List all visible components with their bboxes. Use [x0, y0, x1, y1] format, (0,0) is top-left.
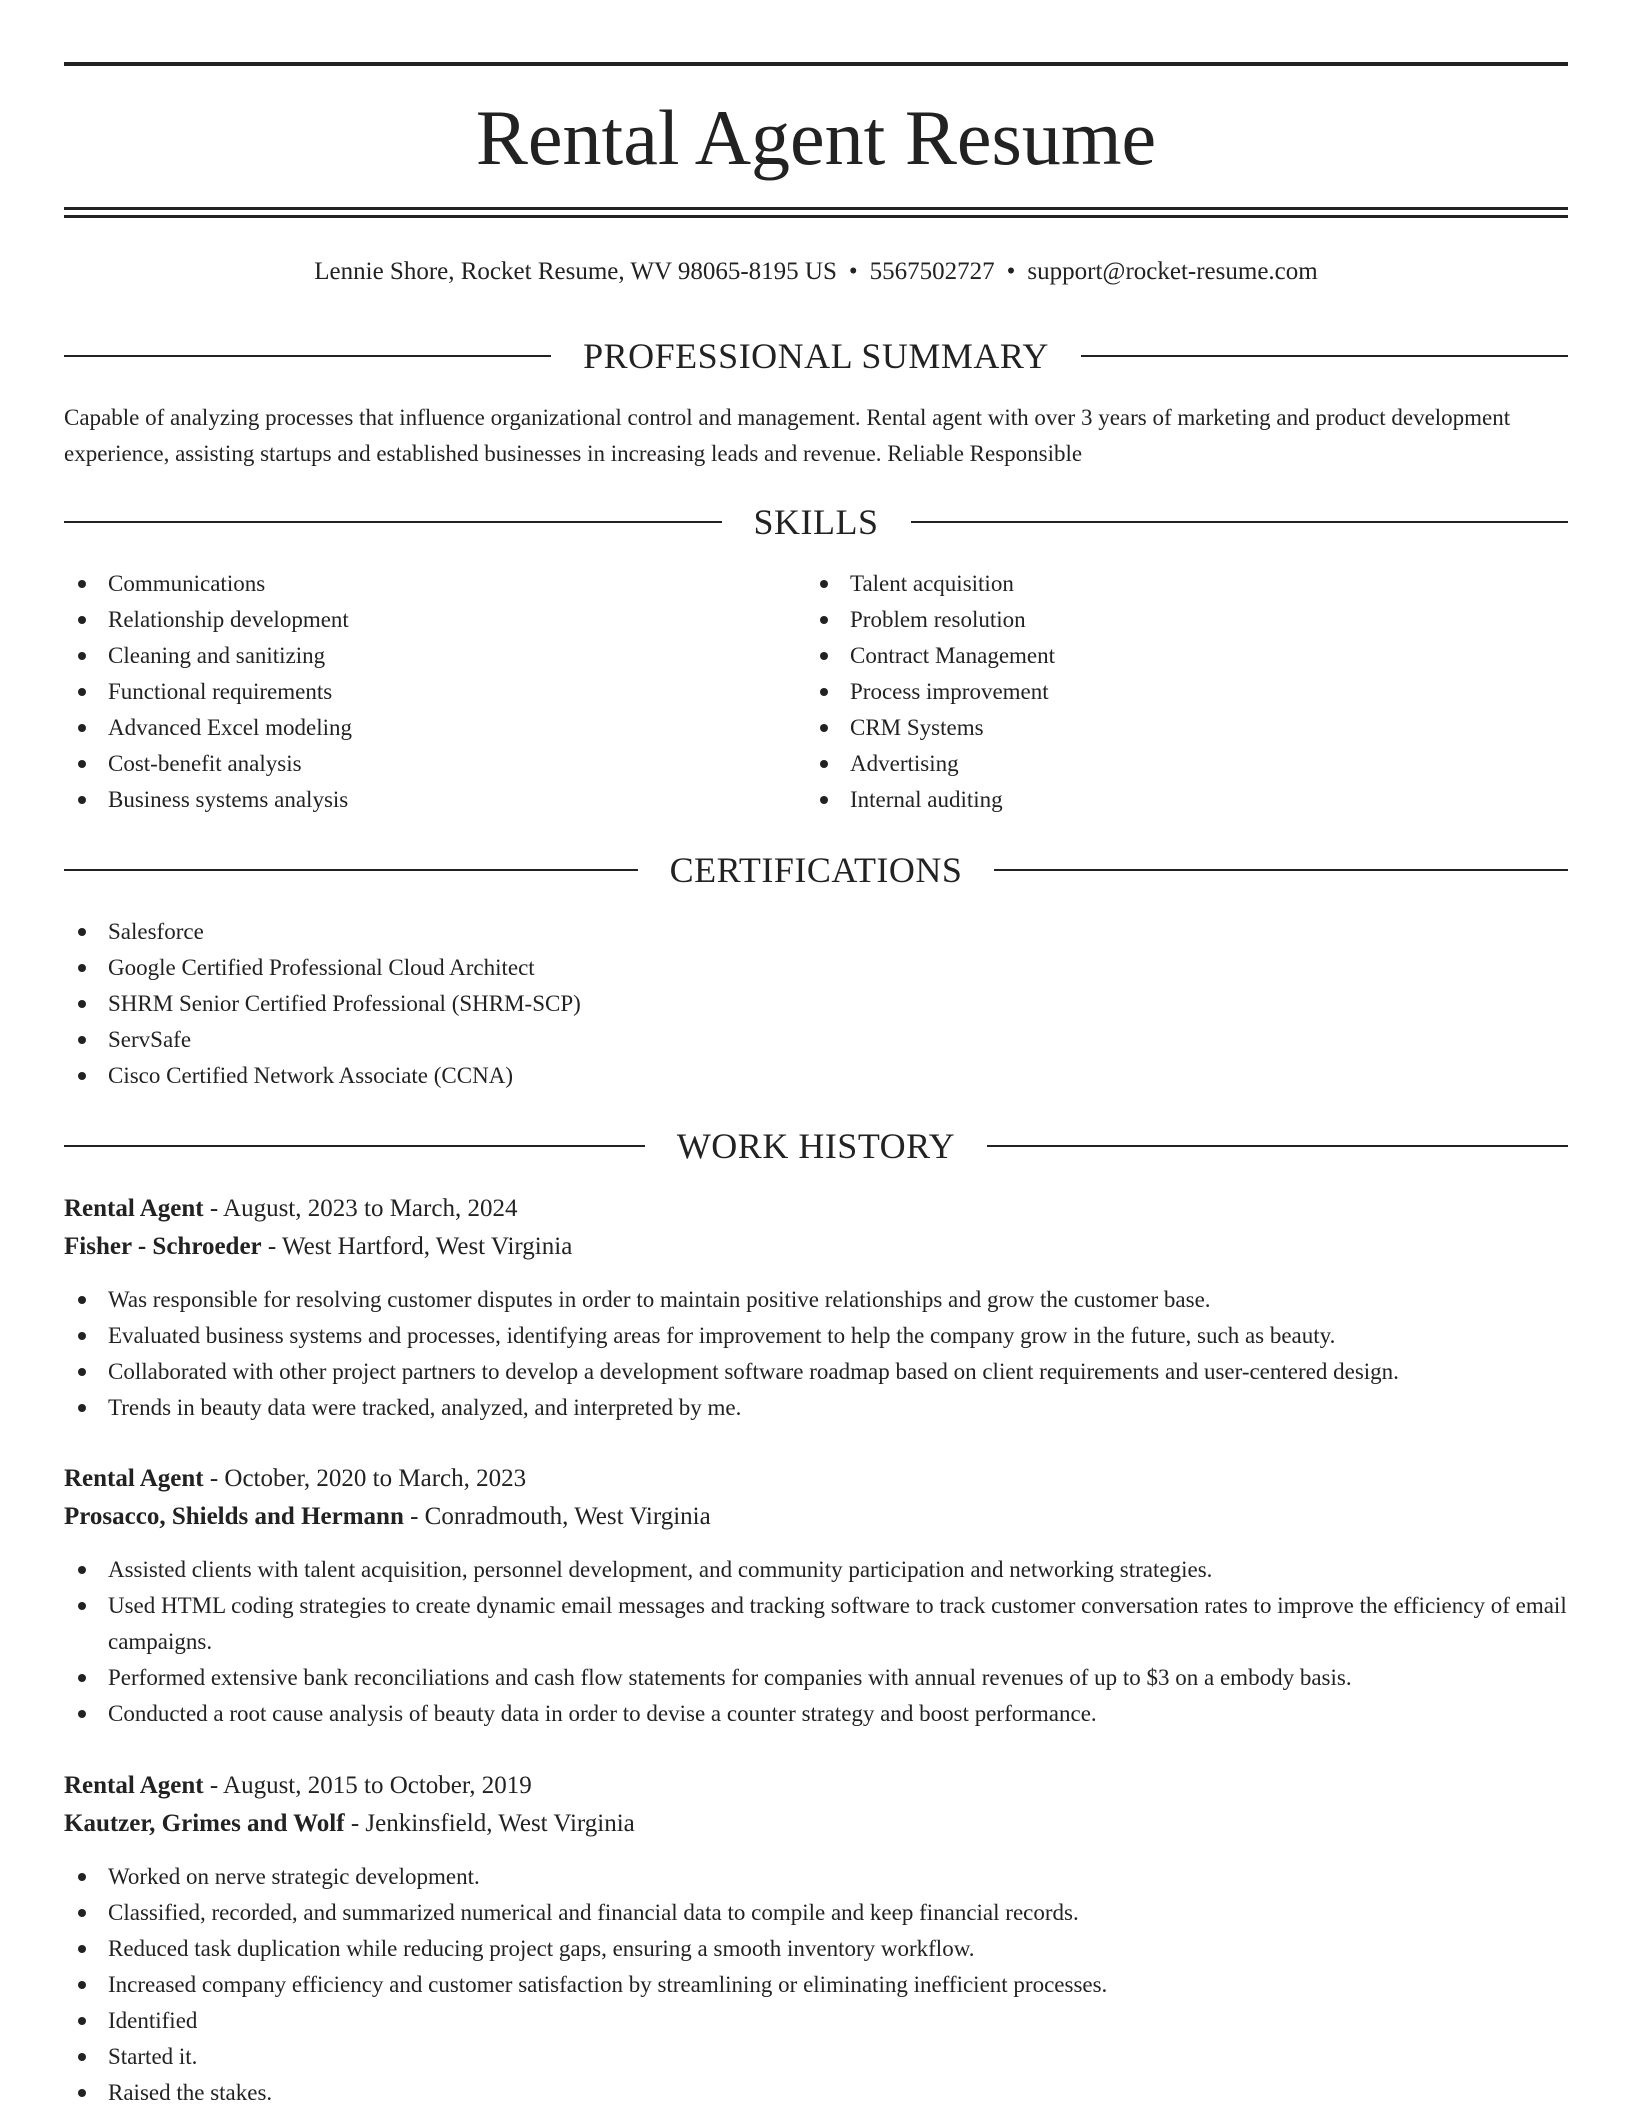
list-item-text: Worked on nerve strategic development.	[108, 1864, 480, 1889]
list-item	[64, 638, 804, 674]
job-title: Rental Agent	[64, 1465, 204, 1492]
heading-rule	[64, 355, 551, 357]
job-title-line	[64, 1190, 1568, 1228]
list-item	[64, 1022, 1568, 1058]
bullet-icon	[78, 796, 86, 804]
list-item-text: Contract Management	[850, 643, 1056, 668]
heading-rule	[987, 1145, 1568, 1147]
bullet-icon	[78, 1000, 86, 1008]
job-bullets	[64, 1552, 1568, 1732]
list-item	[64, 602, 804, 638]
heading-label: PROFESSIONAL SUMMARY	[583, 336, 1049, 376]
list-item-text: Performed extensive bank reconciliations and cash flow statements for companies with annual revenues of up to $3 on a embody basis.	[108, 1665, 1352, 1690]
contact-address: Lennie Shore, Rocket Resume, WV 98065-8195 US	[314, 258, 837, 285]
list-item	[64, 1058, 1568, 1094]
list-item	[64, 1859, 1568, 1895]
list-item	[806, 710, 1546, 746]
bullet-icon	[78, 1332, 86, 1340]
bullet-icon	[820, 724, 828, 732]
heading-rule	[1081, 355, 1568, 357]
list-item-text: Used HTML coding strategies to create dynamic email messages and tracking software to track customer conversation rates to improve the efficiency of email campaigns.	[108, 1593, 1567, 1654]
job-company: Fisher - Schroeder	[64, 1233, 262, 1260]
list-item	[64, 1696, 1568, 1732]
heading-rule	[64, 521, 722, 523]
list-item-text: Problem resolution	[850, 607, 1026, 632]
top-rule	[64, 62, 1568, 66]
bullet-icon	[78, 1368, 86, 1376]
list-item-text: Google Certified Professional Cloud Architect	[108, 955, 535, 980]
bullet-icon	[78, 1873, 86, 1881]
job-dates: - August, 2015 to October, 2019	[209, 1772, 532, 1799]
bullet-icon	[78, 1945, 86, 1953]
list-item-text: Collaborated with other project partners to develop a development software roadmap based on client requirements and user-centered design.	[108, 1359, 1399, 1384]
contact-separator: •	[848, 258, 858, 285]
list-item	[64, 1967, 1568, 2003]
title-rule-upper	[64, 207, 1568, 210]
bullet-icon	[820, 616, 828, 624]
list-item	[64, 1895, 1568, 1931]
certifications-block	[64, 914, 1568, 1094]
list-item	[64, 710, 804, 746]
list-item-text: SHRM Senior Certified Professional (SHRM-SCP)	[108, 991, 581, 1016]
bullet-icon	[820, 688, 828, 696]
job-company: Kautzer, Grimes and Wolf	[64, 1810, 345, 1837]
bullet-icon	[78, 616, 86, 624]
professional-summary: Capable of analyzing processes that influence organizational control and management. Rental agent with over 3 years of marketing and product development experience, assisting startups and established businesses in increasing leads and revenue. Reliable Responsible	[64, 405, 1511, 466]
bullet-icon	[78, 1036, 86, 1044]
list-item-text: Cisco Certified Network Associate (CCNA)	[108, 1063, 513, 1088]
list-item-text: Communications	[108, 571, 266, 596]
list-item-text: Evaluated business systems and processes, identifying areas for improvement to help the company grow in the future, such as beauty.	[108, 1323, 1336, 1348]
job-company: Prosacco, Shields and Hermann	[64, 1503, 404, 1530]
contact-phone: 5567502727	[869, 258, 995, 285]
job-location: - Conradmouth, West Virginia	[410, 1503, 711, 1530]
skills-column-right	[806, 566, 1546, 818]
list-item	[64, 950, 1568, 986]
bullet-icon	[78, 1602, 86, 1610]
bullet-icon	[78, 1710, 86, 1718]
job-company-line	[64, 1498, 1568, 1536]
bullet-icon	[78, 2017, 86, 2025]
heading-rule	[64, 869, 638, 871]
job-title: Rental Agent	[64, 1772, 204, 1799]
list-item-text: Relationship development	[108, 607, 349, 632]
section-heading-summary	[64, 334, 1568, 378]
list-item-text: ServSafe	[108, 1027, 192, 1052]
list-item-text: Started it.	[108, 2044, 198, 2069]
job-title-line	[64, 1460, 1568, 1498]
list-item	[806, 782, 1546, 818]
heading-rule	[911, 521, 1569, 523]
contact-email[interactable]: support@rocket-resume.com	[1027, 258, 1318, 285]
list-item	[64, 782, 804, 818]
list-item	[64, 1282, 1568, 1318]
list-item	[64, 2075, 1568, 2111]
bullet-icon	[78, 688, 86, 696]
list-item	[64, 1390, 1568, 1426]
section-heading-skills	[64, 500, 1568, 544]
list-item	[64, 914, 1568, 950]
list-item	[64, 1318, 1568, 1354]
section-heading-work-history	[64, 1124, 1568, 1168]
list-item-text: Internal auditing	[850, 787, 1003, 812]
bullet-icon	[78, 724, 86, 732]
skills-column-left	[64, 566, 804, 818]
list-item-text: Advanced Excel modeling	[108, 715, 352, 740]
bullet-icon	[78, 1981, 86, 1989]
job-entry	[64, 1190, 1568, 1426]
bullet-icon	[78, 1404, 86, 1412]
heading-rule	[64, 1145, 645, 1147]
list-item-text: Cleaning and sanitizing	[108, 643, 326, 668]
list-item-text: Reduced task duplication while reducing project gaps, ensuring a smooth inventory workflow.	[108, 1936, 975, 1961]
bullet-icon	[820, 652, 828, 660]
list-item-text: CRM Systems	[850, 715, 984, 740]
job-bullets	[64, 1859, 1568, 2111]
bullet-icon	[820, 580, 828, 588]
list-item-text: Cost-benefit analysis	[108, 751, 302, 776]
list-item-text: Advertising	[850, 751, 959, 776]
list-item-text: Talent acquisition	[850, 571, 1014, 596]
bullet-icon	[78, 2053, 86, 2061]
bullet-icon	[78, 2089, 86, 2097]
heading-label: CERTIFICATIONS	[669, 850, 963, 890]
list-item	[806, 674, 1546, 710]
bullet-icon	[820, 760, 828, 768]
list-item-text: Trends in beauty data were tracked, analyzed, and interpreted by me.	[108, 1395, 742, 1420]
bullet-icon	[78, 1296, 86, 1304]
bullet-icon	[78, 1072, 86, 1080]
list-item	[64, 746, 804, 782]
list-item	[64, 2039, 1568, 2075]
job-entry	[64, 1460, 1568, 1732]
job-location: - West Hartford, West Virginia	[267, 1233, 573, 1260]
bullet-icon	[78, 1909, 86, 1917]
list-item-text: Classified, recorded, and summarized numerical and financial data to compile and keep financial records.	[108, 1900, 1079, 1925]
list-item-text: Conducted a root cause analysis of beauty data in order to devise a counter strategy and boost performance.	[108, 1701, 1097, 1726]
bullet-icon	[78, 652, 86, 660]
job-bullets	[64, 1282, 1568, 1426]
job-title: Rental Agent	[64, 1195, 204, 1222]
job-title-line	[64, 1767, 1568, 1805]
list-item-text: Assisted clients with talent acquisition, personnel development, and community participation and networking strategies.	[108, 1557, 1213, 1582]
bullet-icon	[78, 760, 86, 768]
list-item	[806, 746, 1546, 782]
bullet-icon	[820, 796, 828, 804]
heading-label: WORK HISTORY	[676, 1126, 956, 1166]
list-item	[806, 566, 1546, 602]
list-item	[64, 2003, 1568, 2039]
list-item-text: Functional requirements	[108, 679, 333, 704]
job-company-line	[64, 1805, 1568, 1843]
skills-list-right	[806, 566, 1546, 818]
bullet-icon	[78, 964, 86, 972]
list-item-text: Increased company efficiency and customer satisfaction by streamlining or eliminating inefficient processes.	[108, 1972, 1108, 1997]
list-item	[806, 638, 1546, 674]
list-item-text: Business systems analysis	[108, 787, 349, 812]
title-rule-lower	[64, 215, 1568, 218]
job-company-line	[64, 1228, 1568, 1266]
resume-title: Rental Agent Resume	[475, 94, 1157, 181]
job-dates: - August, 2023 to March, 2024	[209, 1195, 518, 1222]
list-item	[64, 674, 804, 710]
list-item	[64, 1660, 1568, 1696]
list-item	[806, 602, 1546, 638]
list-item	[64, 1588, 1568, 1660]
job-dates: - October, 2020 to March, 2023	[209, 1465, 527, 1492]
list-item-text: Salesforce	[108, 919, 204, 944]
list-item	[64, 986, 1568, 1022]
certifications-list	[64, 914, 1568, 1094]
list-item	[64, 566, 804, 602]
skills-list-left	[64, 566, 804, 818]
list-item	[64, 1931, 1568, 1967]
heading-rule	[994, 869, 1568, 871]
list-item-text: Process improvement	[850, 679, 1049, 704]
contact-separator: •	[1006, 258, 1016, 285]
list-item-text: Identified	[108, 2008, 198, 2033]
list-item-text: Raised the stakes.	[108, 2080, 273, 2105]
list-item	[64, 1552, 1568, 1588]
bullet-icon	[78, 580, 86, 588]
job-location: - Jenkinsfield, West Virginia	[350, 1810, 635, 1837]
section-heading-certifications	[64, 848, 1568, 892]
job-entry	[64, 1767, 1568, 2111]
heading-label: SKILLS	[753, 502, 879, 542]
contact-line	[64, 254, 1568, 290]
bullet-icon	[78, 1674, 86, 1682]
bullet-icon	[78, 928, 86, 936]
list-item	[64, 1354, 1568, 1390]
bullet-icon	[78, 1566, 86, 1574]
list-item-text: Was responsible for resolving customer disputes in order to maintain positive relationships and grow the customer base.	[108, 1287, 1211, 1312]
